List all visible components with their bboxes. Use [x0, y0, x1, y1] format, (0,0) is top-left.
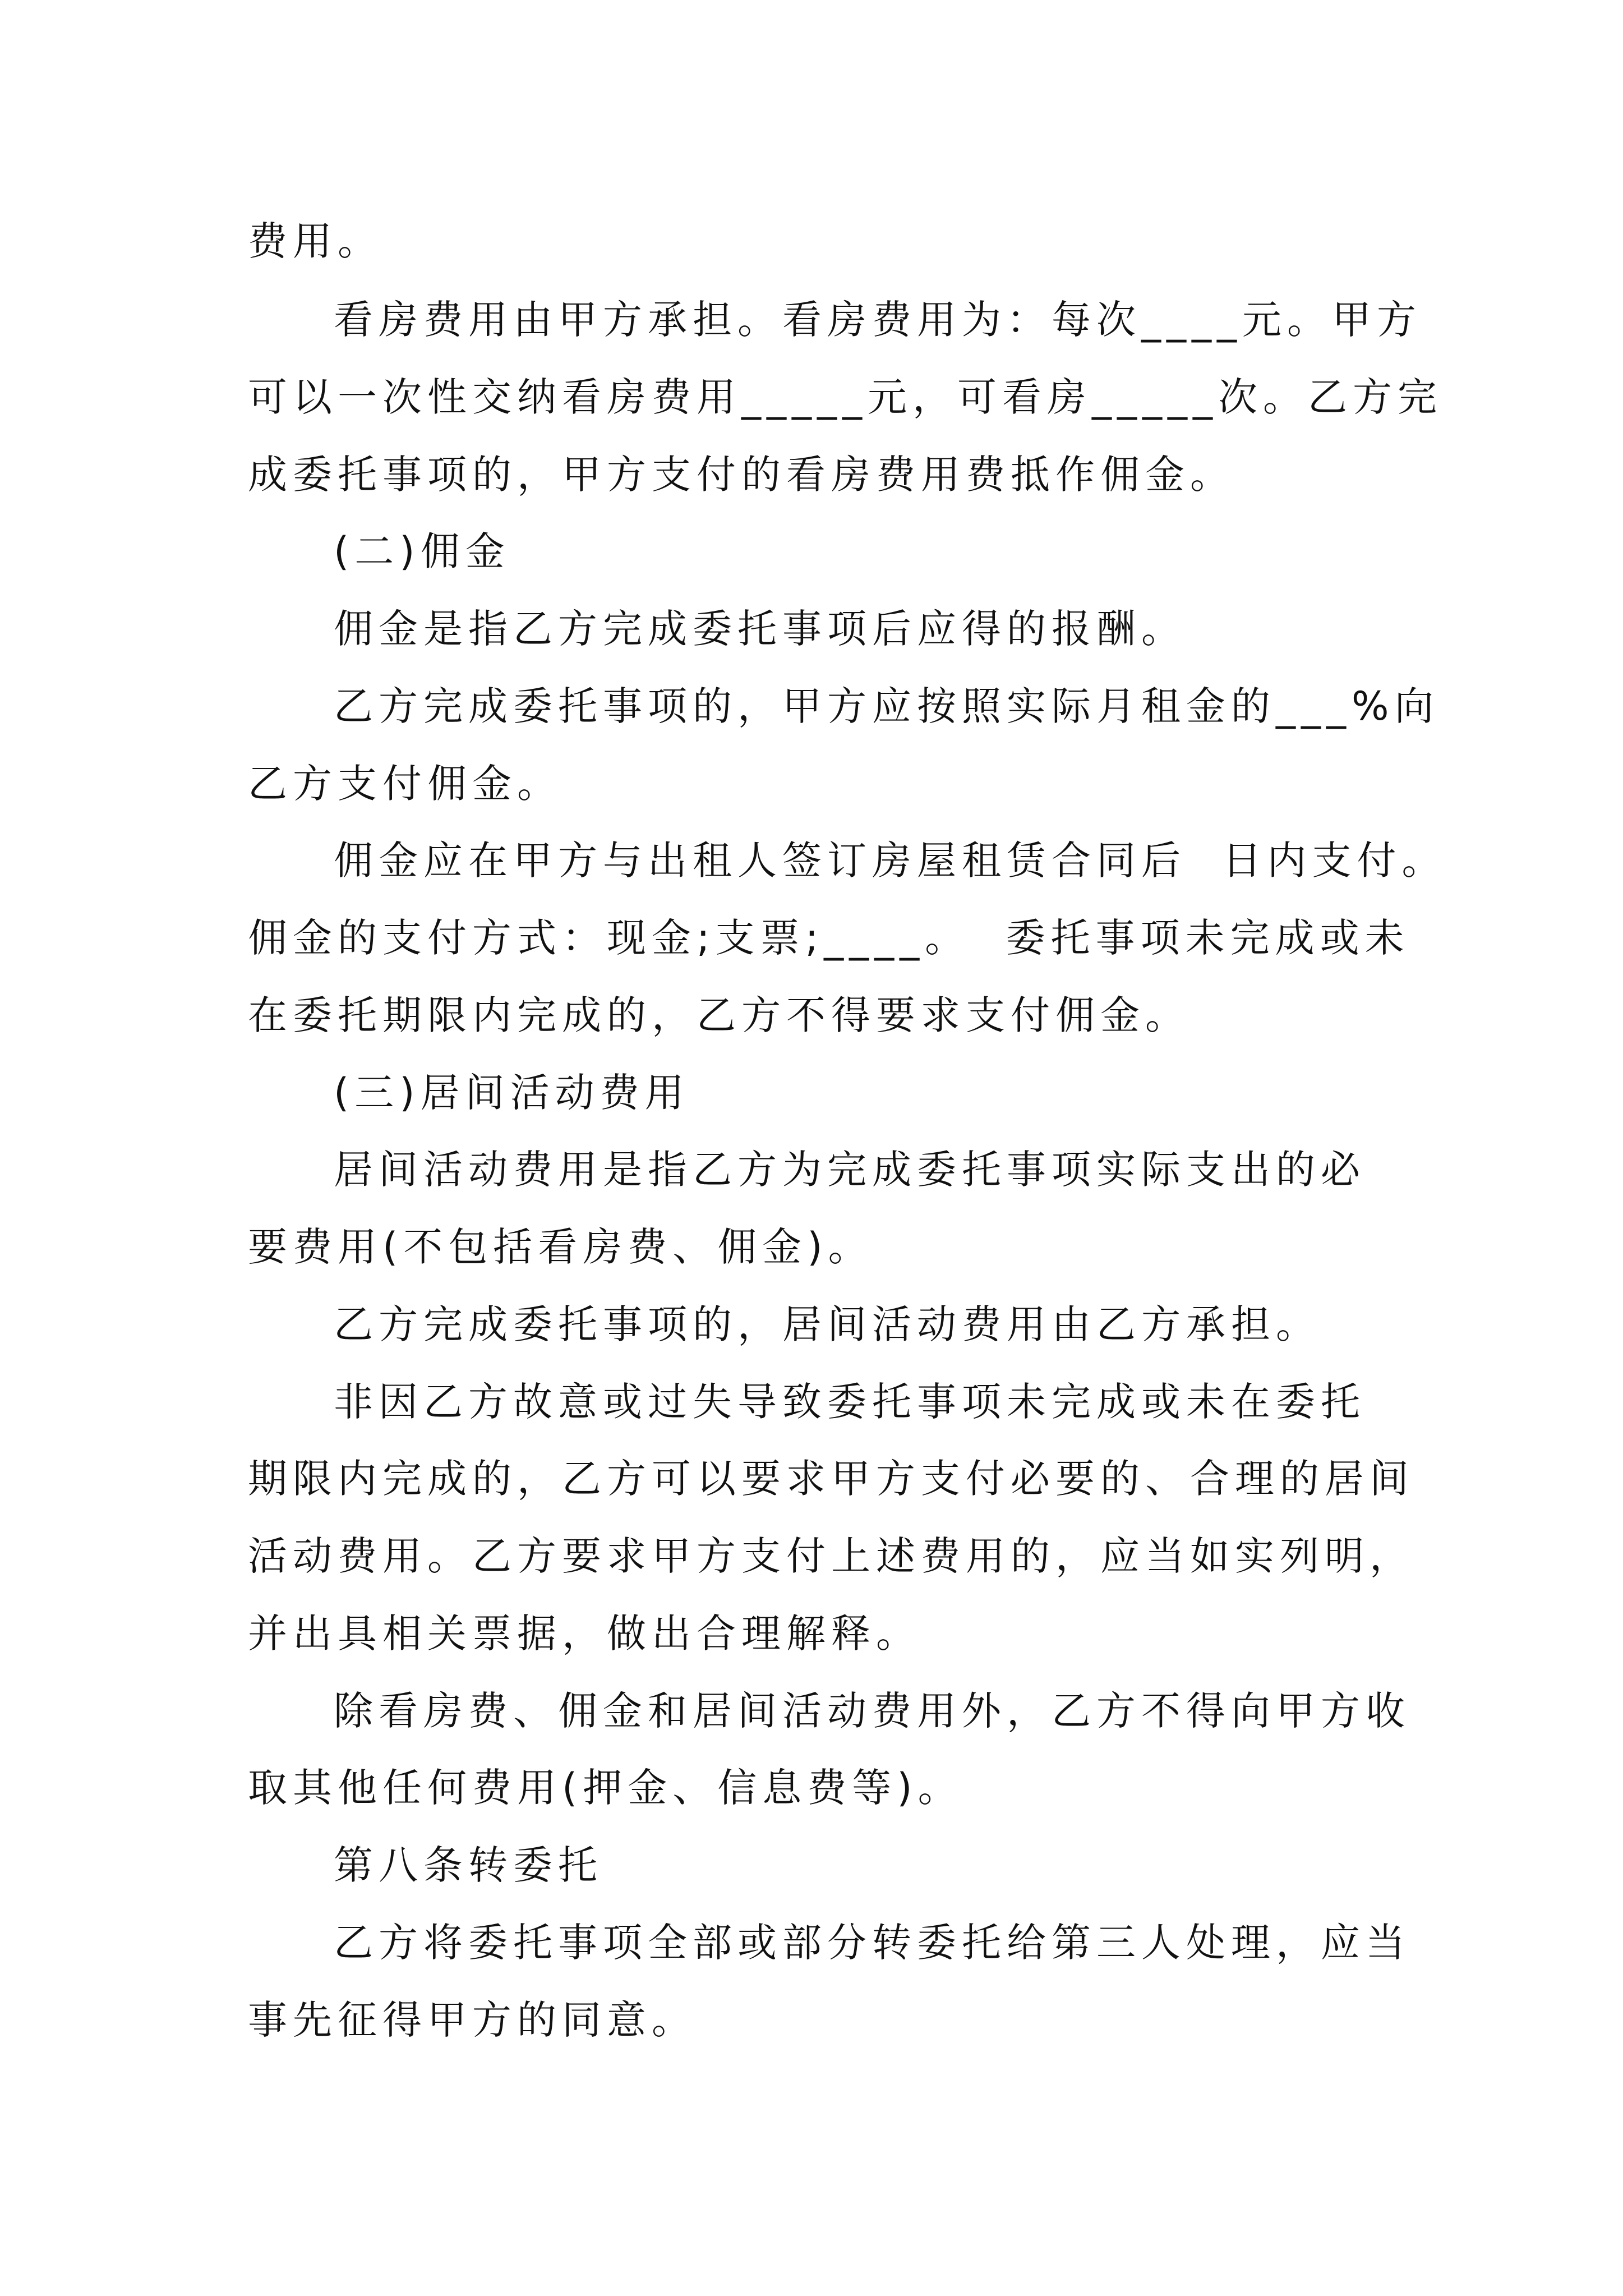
body-line: 看房费用由甲方承担。看房费用为：每次____元。甲方 — [334, 297, 1422, 343]
body-line: 事先征得甲方的同意。 — [248, 1997, 697, 2043]
body-line: 佣金应在甲方与出租人签订房屋租赁合同后 日内支付。 — [334, 838, 1447, 884]
article-heading: 第八条转委托 — [334, 1842, 603, 1888]
body-line: 成委托事项的，甲方支付的看房费用费抵作佣金。 — [248, 452, 1235, 498]
body-line: 并出具相关票据，做出合理解释。 — [248, 1611, 921, 1657]
section-heading: (三)居间活动费用 — [334, 1070, 690, 1116]
body-line: 要费用(不包括看房费、佣金)。 — [248, 1224, 873, 1270]
body-line: 费用。 — [248, 218, 382, 264]
body-line: 取其他任何费用(押金、信息费等)。 — [248, 1765, 963, 1811]
body-line: 乙方支付佣金。 — [248, 761, 562, 807]
body-line: 除看房费、佣金和居间活动费用外，乙方不得向甲方收 — [334, 1688, 1410, 1734]
body-line: 期限内完成的，乙方可以要求甲方支付必要的、合理的居间 — [248, 1456, 1414, 1502]
body-line: 佣金的支付方式：现金;支票;____。 委托事项未完成或未 — [248, 915, 1410, 961]
body-line: 乙方完成委托事项的，居间活动费用由乙方承担。 — [334, 1301, 1321, 1347]
body-line: 乙方完成委托事项的，甲方应按照实际月租金的___%向 — [334, 683, 1440, 729]
body-line: 活动费用。乙方要求甲方支付上述费用的，应当如实列明， — [248, 1533, 1414, 1579]
body-line: 非因乙方故意或过失导致委托事项未完成或未在委托 — [334, 1379, 1366, 1425]
body-line: 居间活动费用是指乙方为完成委托事项实际支出的必 — [334, 1147, 1366, 1193]
body-line: 在委托期限内完成的，乙方不得要求支付佣金。 — [248, 992, 1190, 1038]
body-line: 可以一次性交纳看房费用_____元，可看房_____次。乙方完 — [248, 374, 1442, 420]
body-line: 佣金是指乙方完成委托事项后应得的报酬。 — [334, 606, 1186, 652]
section-heading: (二)佣金 — [334, 528, 510, 574]
body-line: 乙方将委托事项全部或部分转委托给第三人处理，应当 — [334, 1920, 1410, 1966]
